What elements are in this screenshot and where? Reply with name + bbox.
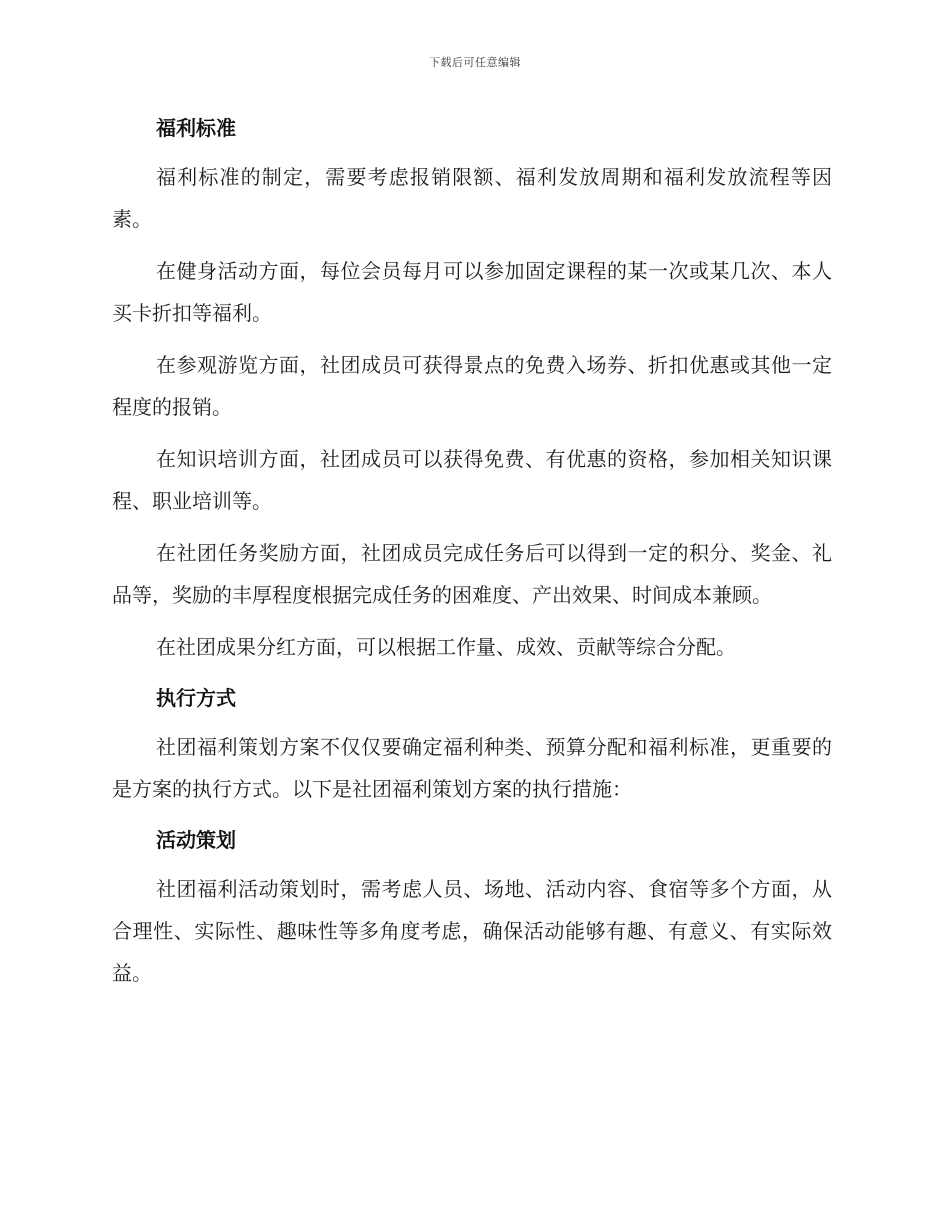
section-heading: 活动策划 [156, 828, 236, 852]
section-activity-planning [112, 820, 832, 994]
section-heading: 执行方式 [156, 686, 236, 710]
paragraph: 在知识培训方面，社团成员可以获得免费、有优惠的资格，参加相关知识课程、职业培训等。 [112, 447, 832, 513]
paragraph: 社团福利策划方案不仅仅要确定福利种类、预算分配和福利标准，更重要的是方案的执行方式。以下是社团福利策划方案的执行措施： [112, 735, 832, 801]
paragraph: 在健身活动方面，每位会员每月可以参加固定课程的某一次或某几次、本人买卡折扣等福利。 [112, 259, 832, 325]
document-body [112, 108, 832, 1004]
paragraph: 在参观游览方面，社团成员可获得景点的免费入场券、折扣优惠或其他一定程度的报销。 [112, 353, 832, 419]
header-note: 下载后可任意编辑 [429, 56, 521, 69]
paragraph: 福利标准的制定，需要考虑报销限额、福利发放周期和福利发放流程等因素。 [112, 165, 832, 231]
section-heading: 福利标准 [156, 116, 236, 140]
paragraph: 在社团成果分红方面，可以根据工作量、成效、贡献等综合分配。 [156, 635, 736, 659]
paragraph: 在社团任务奖励方面，社团成员完成任务后可以得到一定的积分、奖金、礼品等，奖励的丰厚程度根据完成任务的困难度、产出效果、时间成本兼顾。 [112, 541, 832, 607]
section-welfare-standard [112, 108, 832, 668]
paragraph: 社团福利活动策划时，需考虑人员、场地、活动内容、食宿等多个方面，从合理性、实际性、趣味性等多角度考虑，确保活动能够有趣、有意义、有实际效益。 [112, 877, 832, 985]
section-execution-method [112, 678, 832, 810]
